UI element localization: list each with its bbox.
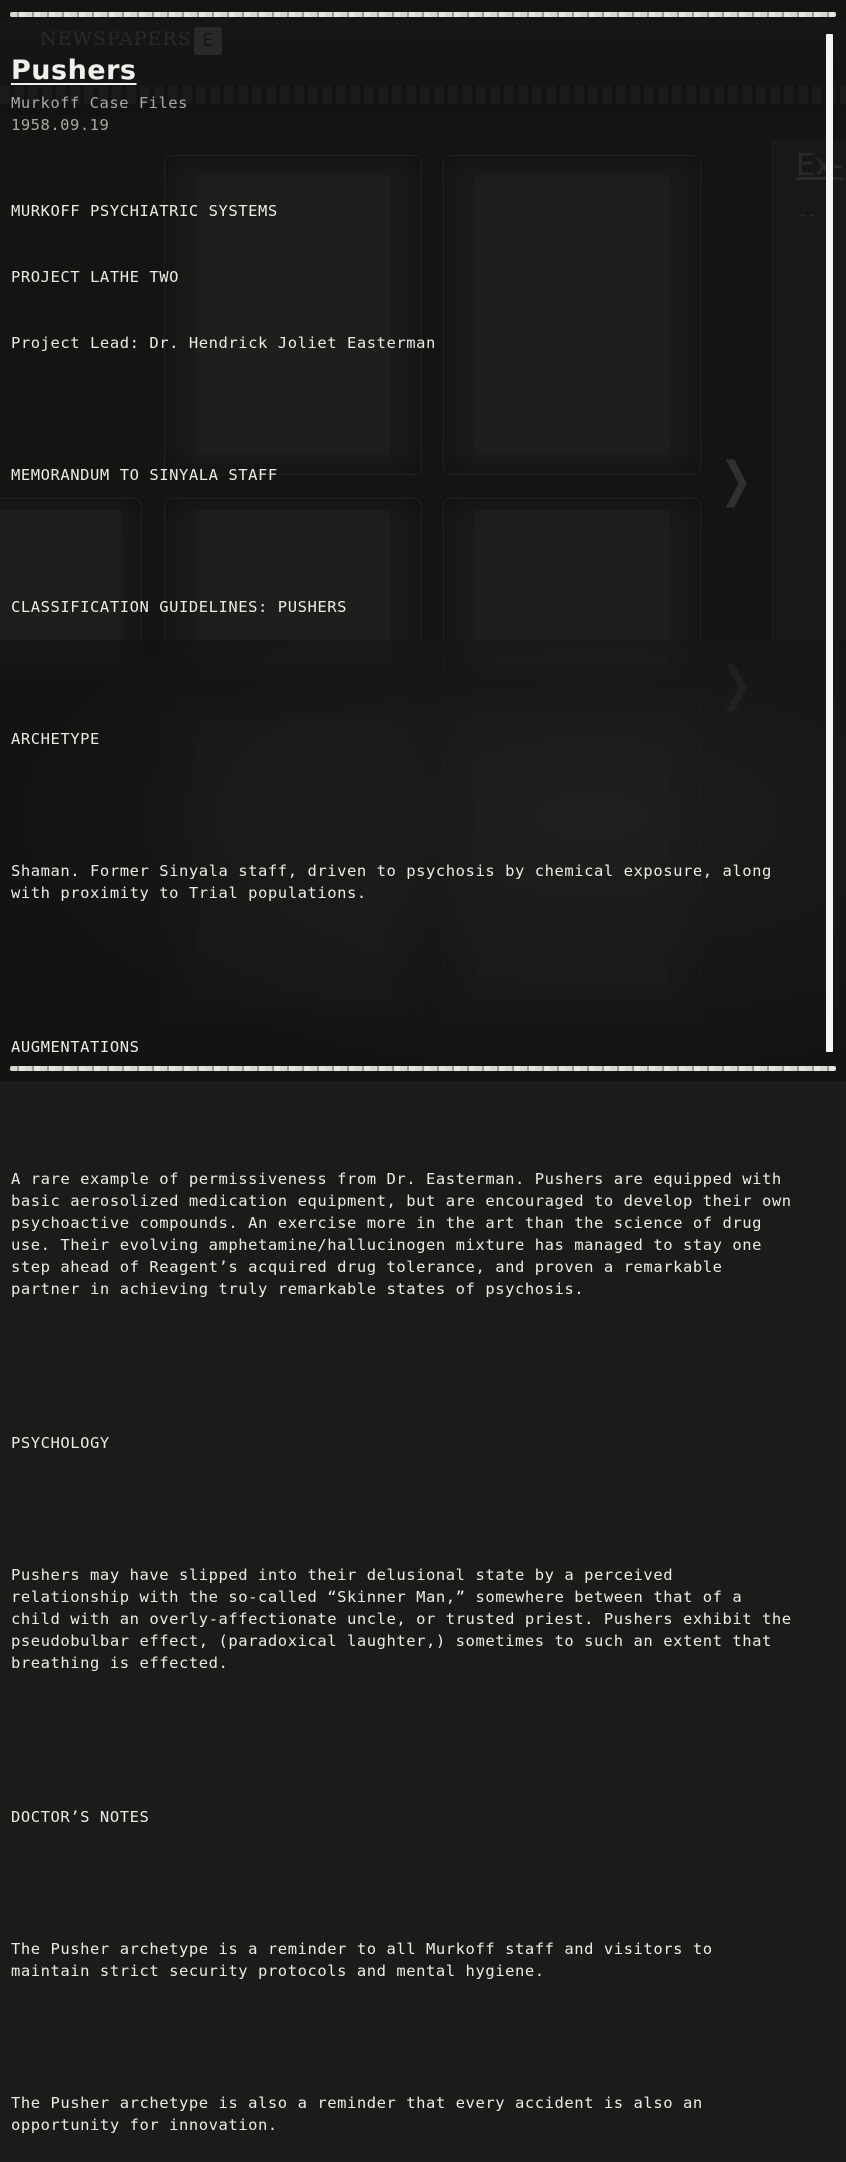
header-line: PROJECT LATHE TWO (11, 268, 179, 286)
header-line: Project Lead: Dr. Hendrick Joliet Easterman (11, 334, 436, 352)
archetype-text: Shaman. Former Sinyala staff, driven to psychosis by chemical exposure, along with proximity to Trial populations. (11, 862, 772, 902)
doctors-notes-text: The Pusher archetype is a reminder to all Murkoff staff and visitors to maintain strict security protocols and mental hygiene. (11, 1940, 713, 1980)
doctors-notes-heading: DOCTOR’S NOTES (11, 1808, 150, 1826)
document-body (11, 156, 816, 2162)
psychology-heading: PSYCHOLOGY (11, 1434, 110, 1452)
memo-line: MEMORANDUM TO SINYALA STAFF (11, 466, 278, 484)
scrollbar-thumb[interactable] (826, 34, 833, 1052)
classification-line: CLASSIFICATION GUIDELINES: PUSHERS (11, 598, 347, 616)
torn-paper-edge-top (10, 12, 836, 17)
scrollbar[interactable] (826, 34, 833, 1052)
document-date: 1958.09.19 (11, 116, 110, 134)
doctors-notes-text: The Pusher archetype is also a reminder that every accident is also an opportunity for innovation. (11, 2094, 703, 2134)
document-reader (11, 56, 816, 2162)
archetype-heading: ARCHETYPE (11, 730, 100, 748)
augmentations-text: A rare example of permissiveness from Dr. Easterman. Pushers are equipped with basic aerosolized medication equipment, but are encouraged to develop their own psychoactive compounds. An exercise more in the art than the science of drug use. Their evolving amphetamine/hallucinogen mixture has managed to stay one step ahead of Reagent’s acquired drug tolerance, and proven a remarkable partner in achieving truly remarkable states of psychosis. (11, 1170, 792, 1298)
document-title: Pushers (11, 55, 137, 86)
augmentations-heading: AUGMENTATIONS (11, 1038, 140, 1056)
header-line: MURKOFF PSYCHIATRIC SYSTEMS (11, 202, 278, 220)
psychology-text: Pushers may have slipped into their delusional state by a perceived relationship with the so-called “Skinner Man,” somewhere between that of a child with an overly-affectionate uncle, or trusted priest. Pushers exhibit the pseudobulbar effect, (paradoxical laughter,) sometimes to such an extent that breathing is effected. (11, 1566, 792, 1672)
document-source: Murkoff Case Files (11, 94, 188, 112)
